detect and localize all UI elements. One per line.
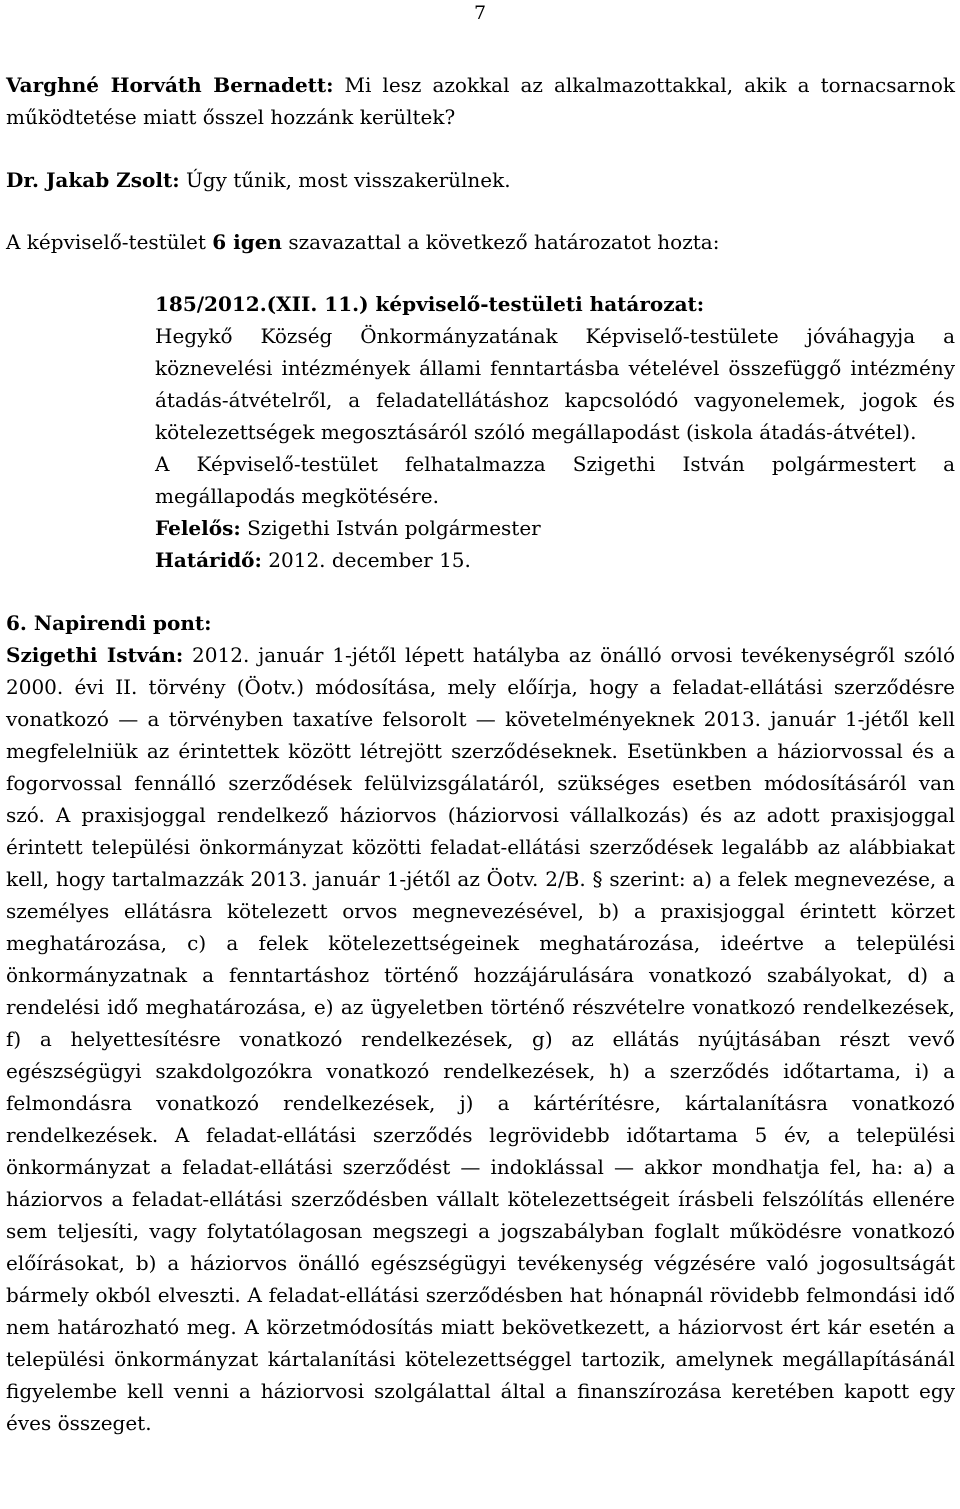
agenda-heading: 6. Napirendi pont: [6,611,212,635]
page-number: 7 [473,2,487,24]
question-text: Mi lesz azokkal az alkalmazottakkal, akik a tornacsarnok működtetése miatt ősszel hozzánk kerültek? [6,73,955,129]
resolution-paragraph-1: Hegykő Község Önkormányzatának Képviselő-testülete jóváhagyja a köznevelési intézmények állami fenntartásba vételével összefüggő intézmény átadás-átvételről, a feladatellátáshoz kapcsolódó vagyonelemek, jogok és kötelezettségek megosztásáról szóló megállapodást (iskola átadás-átvétel). [155,324,955,444]
answer-speaker: Dr. Jakab Zsolt: [6,168,180,192]
vote-suffix: szavazattal a következő határozatot hozta: [288,230,720,254]
vote-prefix: A képviselő-testület [6,230,206,254]
deadline-value: 2012. december 15. [268,548,471,572]
question-speaker: Varghné Horváth Bernadett: [6,73,334,97]
resolution-paragraph-2: A Képviselő-testület felhatalmazza Szigethi István polgármestert a megállapodás megkötésére. [155,452,955,508]
question-paragraph [6,69,955,133]
responsible-label: Felelős: [155,516,241,540]
agenda-speaker: Szigethi István: [6,643,184,667]
resolution-block [155,288,955,576]
vote-count: 6 igen [212,230,282,254]
answer-paragraph [6,164,955,196]
responsible-value: Szigethi István polgármester [247,516,541,540]
resolution-deadline [155,544,955,576]
agenda-paragraph [6,639,955,1439]
deadline-label: Határidő: [155,548,262,572]
agenda-text: 2012. január 1-jétől lépett hatályba az önálló orvosi tevékenységről szóló 2000. évi II. törvény (Öotv.) módosítása, mely előírja, hogy a feladat-ellátási szerződésre vonatkozó — a törvényben taxatíve felsorolt — követelményeknek 2013. január 1-jétől kell megfelelniük az érintettek között létrejött szerződéseknek. Esetünkben a háziorvossal és a fogorvossal fennálló szerződések felülvizsgálatáról, szükséges esetben módosításáról van szó. A praxisjoggal rendelkező háziorvos (háziorvosi vállalkozás) és az adott praxisjoggal érintett települési önkormányzat közötti feladat-ellátási szerződések legalább az alábbiakat kell, hogy tartalmazzák 2013. január 1-jétől az Öotv. 2/B. § szerint: a) a felek megnevezése, a személyes ellátásra kötelezett orvos megnevezésével, b) a praxisjoggal érintett körzet meghatározása, c) a felek kötelezettségeinek meghatározása, ideértve a települési önkormányzatnak a fenntartáshoz történő hozzájárulására vonatkozó szabályokat, d) a rendelési idő meghatározása, e) az ügyeletben történő részvételre vonatkozó rendelkezések, f) a helyettesítésre vonatkozó rendelkezések, g) az ellátás nyújtásában részt vevő egészségügyi szakdolgozókra vonatkozó rendelkezések, h) a szerződés időtartama, i) a felmondásra vonatkozó rendelkezések, j) a kártérítésre, kártalanításra vonatkozó rendelkezések. A feladat-ellátási szerződés legrövidebb időtartama 5 év, a települési önkormányzat a feladat-ellátási szerződést — indoklással — akkor mondhatja fel, ha: a) a háziorvos a feladat-ellátási szerződésben vállalt kötelezettségeit írásbeli felszólítás ellenére sem teljesíti, vagy folytatólagosan megszegi a jogszabályban foglalt működésre vonatkozó előírásokat, b) a háziorvos önálló egészségügyi tevékenység végzésére való jogosultságát bármely okból elveszti. A feladat-ellátási szerződésben hat hónapnál rövidebb felmondási idő nem határozható meg. A körzetmódosítás miatt bekövetkezett, a háziorvost ért kár esetén a települési önkormányzat kártalanítási kötelezettséggel tartozik, amelynek megállapításánál figyelembe kell venni a háziorvosi szolgálattal által a finanszírozása keretében kapott egy éves összeget. [6,643,955,1435]
answer-text: Úgy tűnik, most visszakerülnek. [185,168,511,192]
vote-paragraph [6,226,955,258]
resolution-heading: 185/2012.(XII. 11.) képviselő-testületi határozat: [155,292,705,316]
document-body [6,69,955,1439]
resolution-responsible [155,512,955,544]
